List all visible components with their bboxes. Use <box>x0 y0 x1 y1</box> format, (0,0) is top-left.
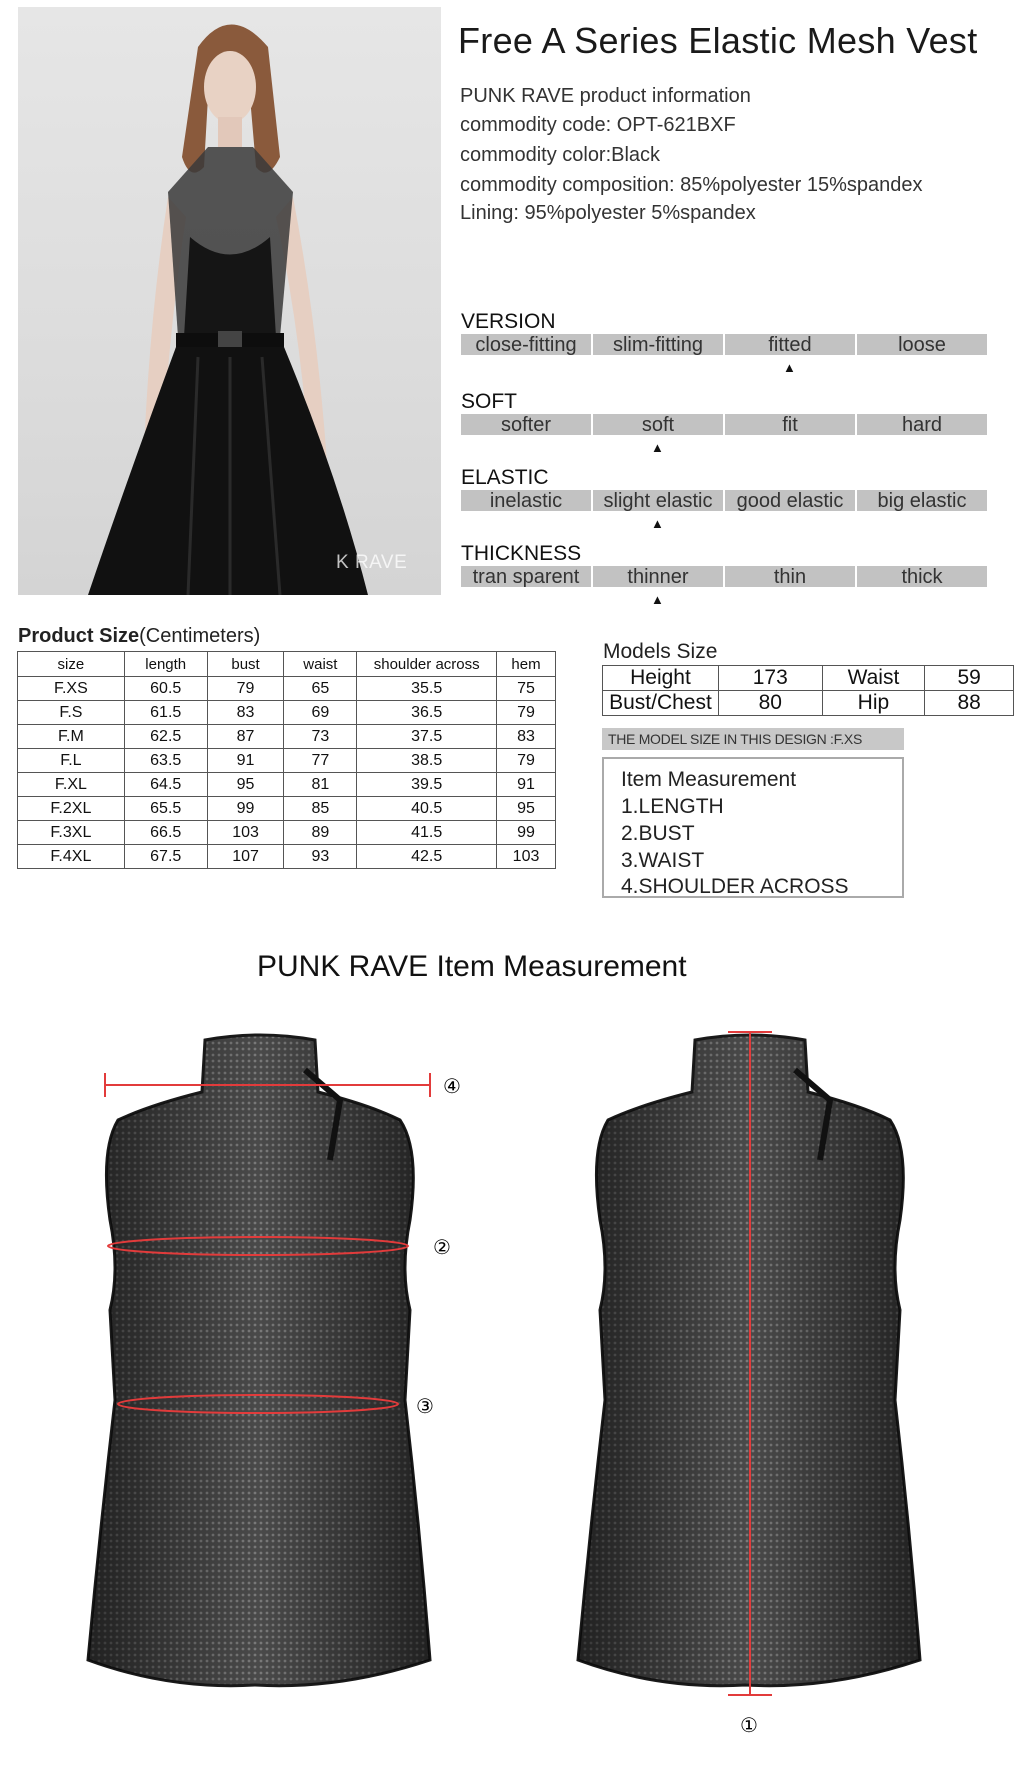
table-cell: F.S <box>18 701 125 725</box>
scale-option: loose <box>857 334 987 355</box>
garment-back <box>578 1032 920 1737</box>
table-cell: 79 <box>497 749 556 773</box>
table-cell: F.L <box>18 749 125 773</box>
size-heading-bold: Product Size <box>18 625 140 647</box>
info-code: commodity code: OPT-621BXF <box>460 114 736 136</box>
table-cell: 83 <box>497 725 556 749</box>
table-cell: 95 <box>497 797 556 821</box>
scale-thickness <box>461 566 989 607</box>
scale-option: close-fitting <box>461 334 591 355</box>
legend-title: Item Measurement <box>621 768 797 791</box>
scale-option: thinner <box>593 566 723 587</box>
marker-length: ① <box>740 1715 758 1737</box>
scale-option: softer <box>461 414 591 435</box>
table-cell: 88 <box>925 691 1014 716</box>
model-figure-illustration <box>18 7 441 595</box>
table-cell: 91 <box>497 773 556 797</box>
info-lining: Lining: 95%polyester 5%spandex <box>460 202 756 224</box>
table-cell: 81 <box>284 773 357 797</box>
table-cell: 93 <box>284 845 357 869</box>
table-cell: 36.5 <box>357 701 497 725</box>
table-cell: 66.5 <box>124 821 207 845</box>
item-measurement-legend <box>602 757 904 898</box>
table-cell: 79 <box>497 701 556 725</box>
table-cell: 40.5 <box>357 797 497 821</box>
table-cell: 65.5 <box>124 797 207 821</box>
table-cell: 38.5 <box>357 749 497 773</box>
column-header: length <box>124 652 207 677</box>
table-cell: 83 <box>207 701 284 725</box>
scale-option: fit <box>725 414 855 435</box>
legend-item: 1.LENGTH <box>621 795 724 818</box>
table-cell: 39.5 <box>357 773 497 797</box>
selection-marker: ▲ <box>651 440 664 455</box>
models-size-table <box>602 665 1014 716</box>
table-cell: 59 <box>925 666 1014 691</box>
models-size-heading: Models Size <box>603 640 718 663</box>
table-cell: 64.5 <box>124 773 207 797</box>
selection-marker: ▲ <box>651 516 664 531</box>
table-cell: Hip <box>822 691 925 716</box>
table-cell: F.2XL <box>18 797 125 821</box>
scale-option: fitted <box>725 334 855 355</box>
scale-elastic <box>461 490 989 531</box>
garment-diagrams <box>0 1010 1024 1790</box>
selection-marker: ▲ <box>651 592 664 607</box>
legend-item: 2.BUST <box>621 822 695 845</box>
legend-item: 4.SHOULDER ACROSS <box>621 875 849 898</box>
product-title: Free A Series Elastic Mesh Vest <box>458 20 978 61</box>
table-cell: F.XS <box>18 677 125 701</box>
table-cell: 77 <box>284 749 357 773</box>
table-row <box>18 749 556 773</box>
scale-option: thick <box>857 566 987 587</box>
table-cell: 103 <box>207 821 284 845</box>
size-heading-unit: (Centimeters) <box>139 625 261 647</box>
table-cell: 107 <box>207 845 284 869</box>
table-cell: F.XL <box>18 773 125 797</box>
table-cell: 41.5 <box>357 821 497 845</box>
scale-option: big elastic <box>857 490 987 511</box>
table-cell: 79 <box>207 677 284 701</box>
scale-option: slim-fitting <box>593 334 723 355</box>
table-cell: 75 <box>497 677 556 701</box>
garment-front <box>88 1035 461 1686</box>
info-color: commodity color:Black <box>460 144 661 166</box>
table-cell: 85 <box>284 797 357 821</box>
scale-option: tran sparent <box>461 566 591 587</box>
size-table-heading <box>18 625 260 648</box>
scale-version <box>461 334 989 375</box>
table-row <box>18 773 556 797</box>
scale-soft <box>461 414 989 455</box>
scale-option: slight elastic <box>593 490 723 511</box>
scale-option: thin <box>725 566 855 587</box>
table-cell: 91 <box>207 749 284 773</box>
column-header: bust <box>207 652 284 677</box>
table-cell: Bust/Chest <box>603 691 719 716</box>
model-size-note: THE MODEL SIZE IN THIS DESIGN :F.XS <box>602 728 904 750</box>
table-cell: 99 <box>207 797 284 821</box>
size-table <box>17 651 556 869</box>
table-cell: 80 <box>718 691 822 716</box>
table-cell: 60.5 <box>124 677 207 701</box>
scale-option: good elastic <box>725 490 855 511</box>
table-row <box>18 677 556 701</box>
table-cell: 42.5 <box>357 845 497 869</box>
table-row <box>18 821 556 845</box>
table-cell: 67.5 <box>124 845 207 869</box>
info-brand: PUNK RAVE product information <box>460 85 751 107</box>
table-row <box>18 725 556 749</box>
table-cell: F.3XL <box>18 821 125 845</box>
size-table-header <box>18 652 556 677</box>
table-cell: Height <box>603 666 719 691</box>
table-row <box>18 797 556 821</box>
selection-marker: ▲ <box>783 360 796 375</box>
table-row <box>603 691 1014 716</box>
measurement-section-title: PUNK RAVE Item Measurement <box>257 950 687 983</box>
table-cell: Waist <box>822 666 925 691</box>
marker-bust: ② <box>433 1237 451 1259</box>
marker-waist: ③ <box>416 1396 434 1418</box>
legend-item: 3.WAIST <box>621 849 705 872</box>
scale-option: inelastic <box>461 490 591 511</box>
table-row <box>18 845 556 869</box>
table-row <box>603 666 1014 691</box>
scale-label-elastic: ELASTIC <box>461 466 549 489</box>
scale-label-thickness: THICKNESS <box>461 542 582 565</box>
table-cell: 37.5 <box>357 725 497 749</box>
table-cell: 87 <box>207 725 284 749</box>
table-cell: 173 <box>718 666 822 691</box>
photo-watermark: K RAVE <box>336 552 408 573</box>
scale-label-soft: SOFT <box>461 390 517 413</box>
garment-front-shade <box>88 1035 430 1686</box>
scale-option: soft <box>593 414 723 435</box>
column-header: size <box>18 652 125 677</box>
scale-label-version: VERSION <box>461 310 556 333</box>
table-cell: 63.5 <box>124 749 207 773</box>
table-cell: 73 <box>284 725 357 749</box>
table-cell: F.4XL <box>18 845 125 869</box>
marker-shoulder: ④ <box>443 1076 461 1098</box>
table-cell: 35.5 <box>357 677 497 701</box>
table-cell: 89 <box>284 821 357 845</box>
table-cell: 61.5 <box>124 701 207 725</box>
table-cell: 65 <box>284 677 357 701</box>
table-cell: 99 <box>497 821 556 845</box>
table-cell: 103 <box>497 845 556 869</box>
table-cell: F.M <box>18 725 125 749</box>
table-row <box>18 701 556 725</box>
table-cell: 62.5 <box>124 725 207 749</box>
column-header: hem <box>497 652 556 677</box>
model-photo <box>18 7 441 595</box>
table-cell: 95 <box>207 773 284 797</box>
table-cell: 69 <box>284 701 357 725</box>
scale-option: hard <box>857 414 987 435</box>
info-composition: commodity composition: 85%polyester 15%spandex <box>460 174 923 196</box>
column-header: waist <box>284 652 357 677</box>
column-header: shoulder across <box>357 652 497 677</box>
